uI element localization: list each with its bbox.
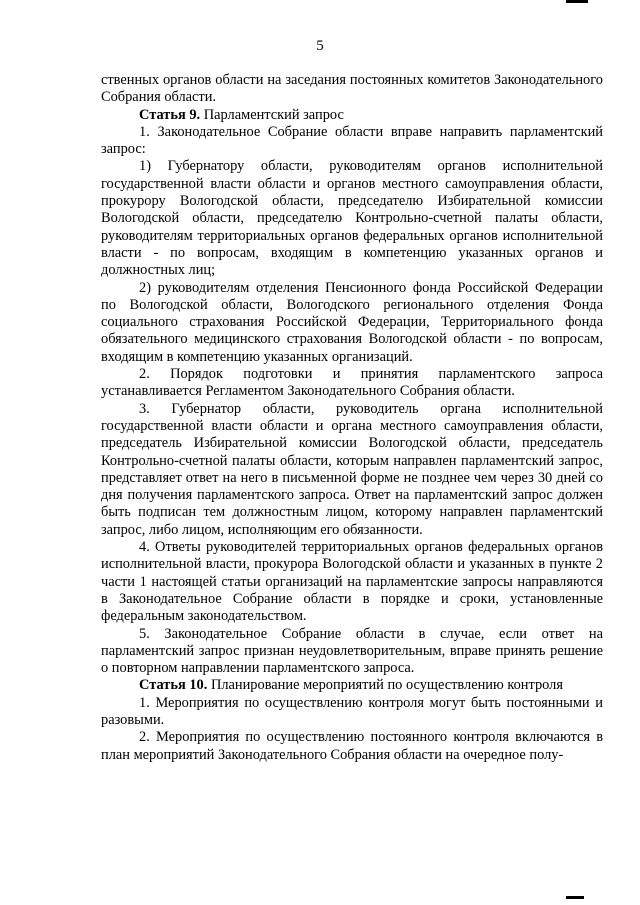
article-9-paragraph: 2. Порядок подготовки и принятия парламентского запроса устанавливается Регламентом Законодательного Собрания области. [101,366,603,400]
scan-mark-top [566,0,588,3]
article-9-paragraph: 1. Законодательное Собрание области вправе направить парламентский запрос: [101,123,603,158]
scan-mark-bottom [566,896,584,899]
article-9-paragraph: 1) Губернатору области, руководителям органов исполнительной государственной власти области и органов местного самоуправления области, прокурору Вологодской области, председателю Избирательной комиссии Вологодской области, председателю Контрольно-счетной палаты области, руководителям территориальных органов федеральных органов исполнительной власти - по вопросам, входящим в компетенцию указанных органов и должностных лиц; [101,158,603,279]
article-9-paragraph: 4. Ответы руководителей территориальных органов федеральных органов исполнительной власти, прокурора Вологодской области и указанных в пункте 2 части 1 настоящей статьи организаций на парламентские запросы направляются в Законодательное Собрание области в порядке и сроки, установленные федеральным законодательством. [101,539,603,625]
article-10-paragraph: 1. Мероприятия по осуществлению контроля могут быть постоянными и разовыми. [101,694,603,728]
article-9-paragraph: 3. Губернатор области, руководитель органа исполнительной государственной власти области и органа местного самоуправления области, председатель Избирательной комиссии Вологодской области, председатель Контрольно-счетной палаты области, которым направлен парламентский запрос, представляет ответ на него в письменной форме не позднее чем через 30 дней со дня получения парламентского запроса. Ответ на парламентский запрос должен быть подписан тем должностным лицом, которому направлен парламентский запрос, либо лицом, исполняющим его обязанности. [101,400,603,538]
article-9-heading [101,107,603,124]
article-9-label: Статья 9. [139,106,201,123]
article-10-label: Статья 10. [139,677,208,694]
article-10-heading [101,677,603,694]
article-10-paragraph: 2. Мероприятия по осуществлению постоянного контроля включаются в план мероприятий Законодательного Собрания области на очередное полу- [101,729,603,763]
paragraph-continuation: ственных органов области на заседания постоянных комитетов Законодательного Собрания области. [101,72,603,106]
page-number: 5 [316,38,324,54]
article-9-paragraph: 5. Законодательное Собрание области в случае, если ответ на парламентский запрос признан неудовлетворительным, вправе принять решение о повторном направлении парламентского запроса. [101,625,603,677]
article-10-title: Планирование мероприятий по осуществлению контроля [210,677,563,694]
article-9-title: Парламентский запрос [203,106,344,123]
article-9-paragraph: 2) руководителям отделения Пенсионного фонда Российской Федерации по Вологодской области, Вологодского регионального отделения Фонда социального страхования Российской Федерации, Территориального фонда обязательного медицинского страхования Вологодской области - по вопросам, входящим в компетенцию указанных организаций. [101,279,603,365]
document-body [101,72,603,764]
